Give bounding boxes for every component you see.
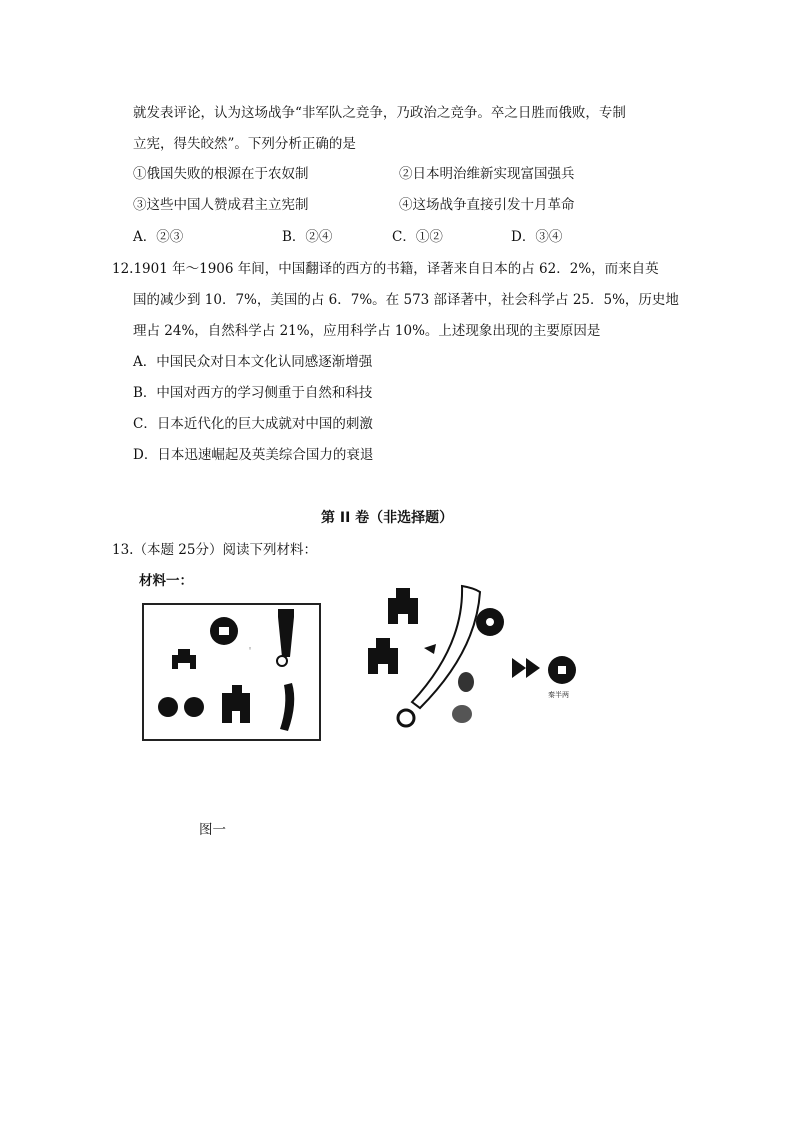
- ancient-coins-figure-right: [366, 578, 588, 740]
- q12-stem-line1: 12.1901 年～1906 年间，中国翻译的西方的书籍，译著来自日本的占 62．2%，而来自英: [112, 261, 659, 277]
- q12-stem-line3: 理占 24%，自然科学占 21%，应用科学占 10%。上述现象出现的主要原因是: [133, 323, 601, 339]
- q12-option-c: C．日本近代化的巨大成就对中国的刺激: [133, 416, 373, 432]
- q13-stem-line1: 13.（本题 25分）阅读下列材料：: [112, 542, 317, 558]
- q12-stem-line2: 国的减少到 10．7%，美国的占 6．7%。在 573 部译著中，社会科学占 25．5%，历史地: [133, 292, 679, 308]
- q11-stem-line2: 立宪，得失皎然”。下列分析正确的是: [133, 136, 356, 152]
- q11-statement-4: ④这场战争直接引发十月革命: [399, 197, 575, 213]
- q12-option-b: B．中国对西方的学习侧重于自然和科技: [133, 385, 373, 401]
- q11-option-c: C．①②: [392, 229, 443, 245]
- section-title: 第 II 卷（非选择题）: [321, 510, 454, 526]
- coin-char: ◦: [248, 645, 253, 653]
- q11-option-d: D．③④: [511, 229, 563, 245]
- q11-stem-line1: 就发表评论，认为这场战争“非军队之竞争，乃政治之竞争。卒之日胜而俄败，专制: [133, 105, 626, 121]
- q11-option-a: A．②③: [133, 229, 184, 245]
- q12-option-d: D．日本迅速崛起及英美综合国力的衰退: [133, 447, 374, 463]
- q11-option-b: B．②④: [282, 229, 333, 245]
- q12-option-a: A．中国民众对日本文化认同感逐渐增强: [133, 354, 373, 370]
- q11-statement-3: ③这些中国人赞成君主立宪制: [133, 197, 309, 213]
- ancient-coins-figure-left: [142, 603, 321, 741]
- figure-caption: 图一: [199, 822, 226, 838]
- coin-evolution-image: [366, 578, 588, 740]
- q11-statement-1: ①俄国失败的根源在于农奴制: [133, 166, 309, 182]
- q13-material1-label: 材料一：: [139, 573, 193, 589]
- ancient-coins-image: [144, 605, 319, 739]
- coin-label-qin-ban-liang: 秦半两: [548, 691, 569, 699]
- q11-statement-2: ②日本明治维新实现富国强兵: [399, 166, 575, 182]
